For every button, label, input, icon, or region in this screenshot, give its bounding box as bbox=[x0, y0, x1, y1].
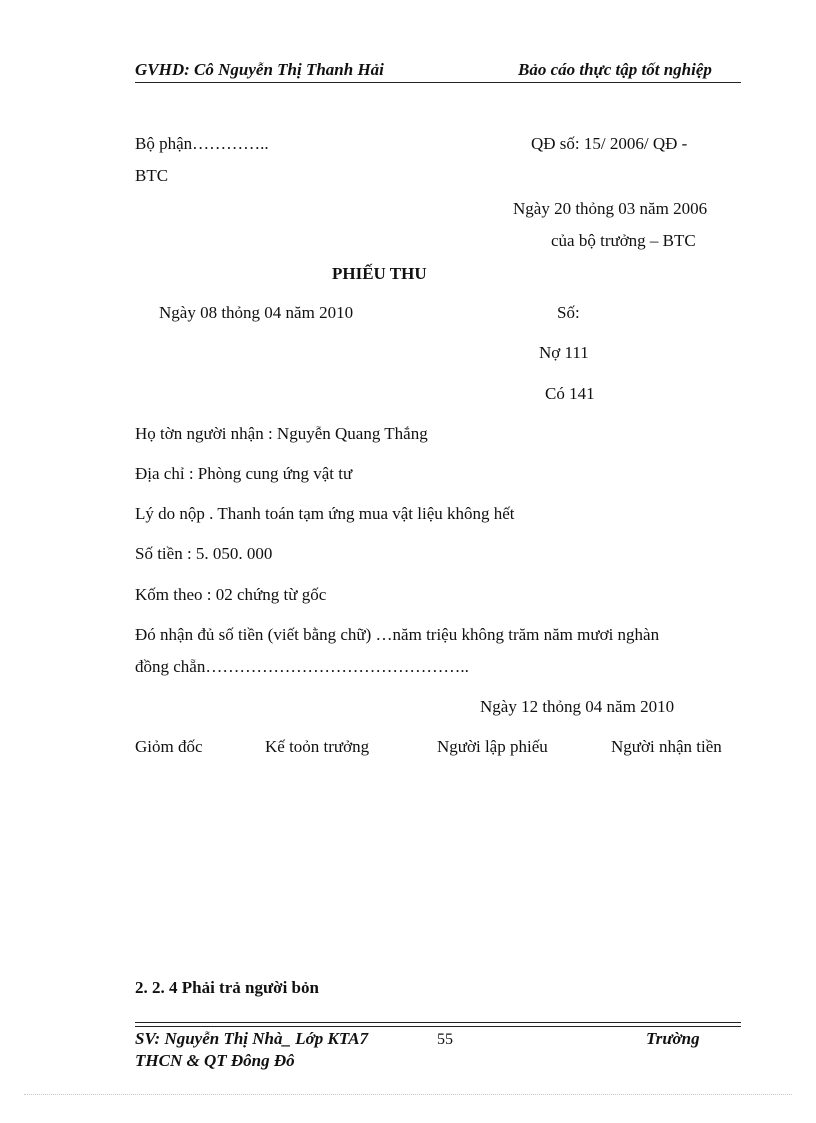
header-report-title: Bảo cáo thực tập tốt nghiệp bbox=[518, 60, 712, 79]
footer-student: SV: Nguyễn Thị Nhà_ Lớp KTA7 bbox=[135, 1029, 369, 1048]
footer-school-part2: THCN & QT Đông Đô bbox=[135, 1051, 295, 1070]
page-number: 55 bbox=[437, 1031, 453, 1048]
receipt-number-label: Số: bbox=[557, 303, 580, 322]
amount-in-words-cont: đồng chẵn……………………………………….. bbox=[135, 657, 469, 676]
header-instructor: GVHD: Cô Nguyễn Thị Thanh Hải bbox=[135, 60, 384, 79]
section-heading: 2. 2. 4 Phải trả người bỏn bbox=[135, 978, 319, 997]
amount: Số tiền : 5. 050. 000 bbox=[135, 544, 273, 563]
payer-name: Họ tờn người nhận : Nguyễn Quang Thắng bbox=[135, 424, 428, 443]
amount-in-words: Đó nhận đủ số tiền (viết bằng chữ) …năm triệu không trăm năm mươi nghàn bbox=[135, 625, 660, 644]
signature-chief-accountant: Kế toỏn trưởng bbox=[265, 737, 370, 756]
signature-receiver: Người nhận tiền bbox=[611, 737, 722, 756]
attached-documents: Kốm theo : 02 chứng từ gốc bbox=[135, 585, 327, 604]
footer-rule-bottom bbox=[135, 1026, 741, 1027]
receipt-title: PHIẾU THU bbox=[332, 264, 427, 283]
decision-number: QĐ số: 15/ 2006/ QĐ - bbox=[531, 134, 688, 153]
credit-account: Có 141 bbox=[545, 384, 595, 403]
signature-date: Ngày 12 thỏng 04 năm 2010 bbox=[480, 697, 675, 716]
decision-issuer: của bộ trưởng – BTC bbox=[551, 231, 696, 250]
header-rule bbox=[135, 82, 741, 83]
footer-rule-top bbox=[135, 1022, 741, 1023]
decision-date: Ngày 20 thỏng 03 năm 2006 bbox=[513, 199, 708, 218]
footer-school-part1: Trường bbox=[646, 1029, 700, 1048]
payment-reason: Lý do nộp . Thanh toán tạm ứng mua vật liệu không hết bbox=[135, 504, 515, 523]
signature-director: Giỏm đốc bbox=[135, 737, 203, 756]
department-line: Bộ phận………….. bbox=[135, 134, 269, 153]
page-edge-dotted-line bbox=[24, 1094, 792, 1095]
decision-continuation: BTC bbox=[135, 166, 169, 185]
debit-account: Nợ 111 bbox=[539, 343, 589, 362]
signature-preparer: Người lập phiếu bbox=[437, 737, 548, 756]
payer-address: Địa chỉ : Phòng cung ứng vật tư bbox=[135, 464, 353, 483]
receipt-date: Ngày 08 thỏng 04 năm 2010 bbox=[159, 303, 354, 322]
